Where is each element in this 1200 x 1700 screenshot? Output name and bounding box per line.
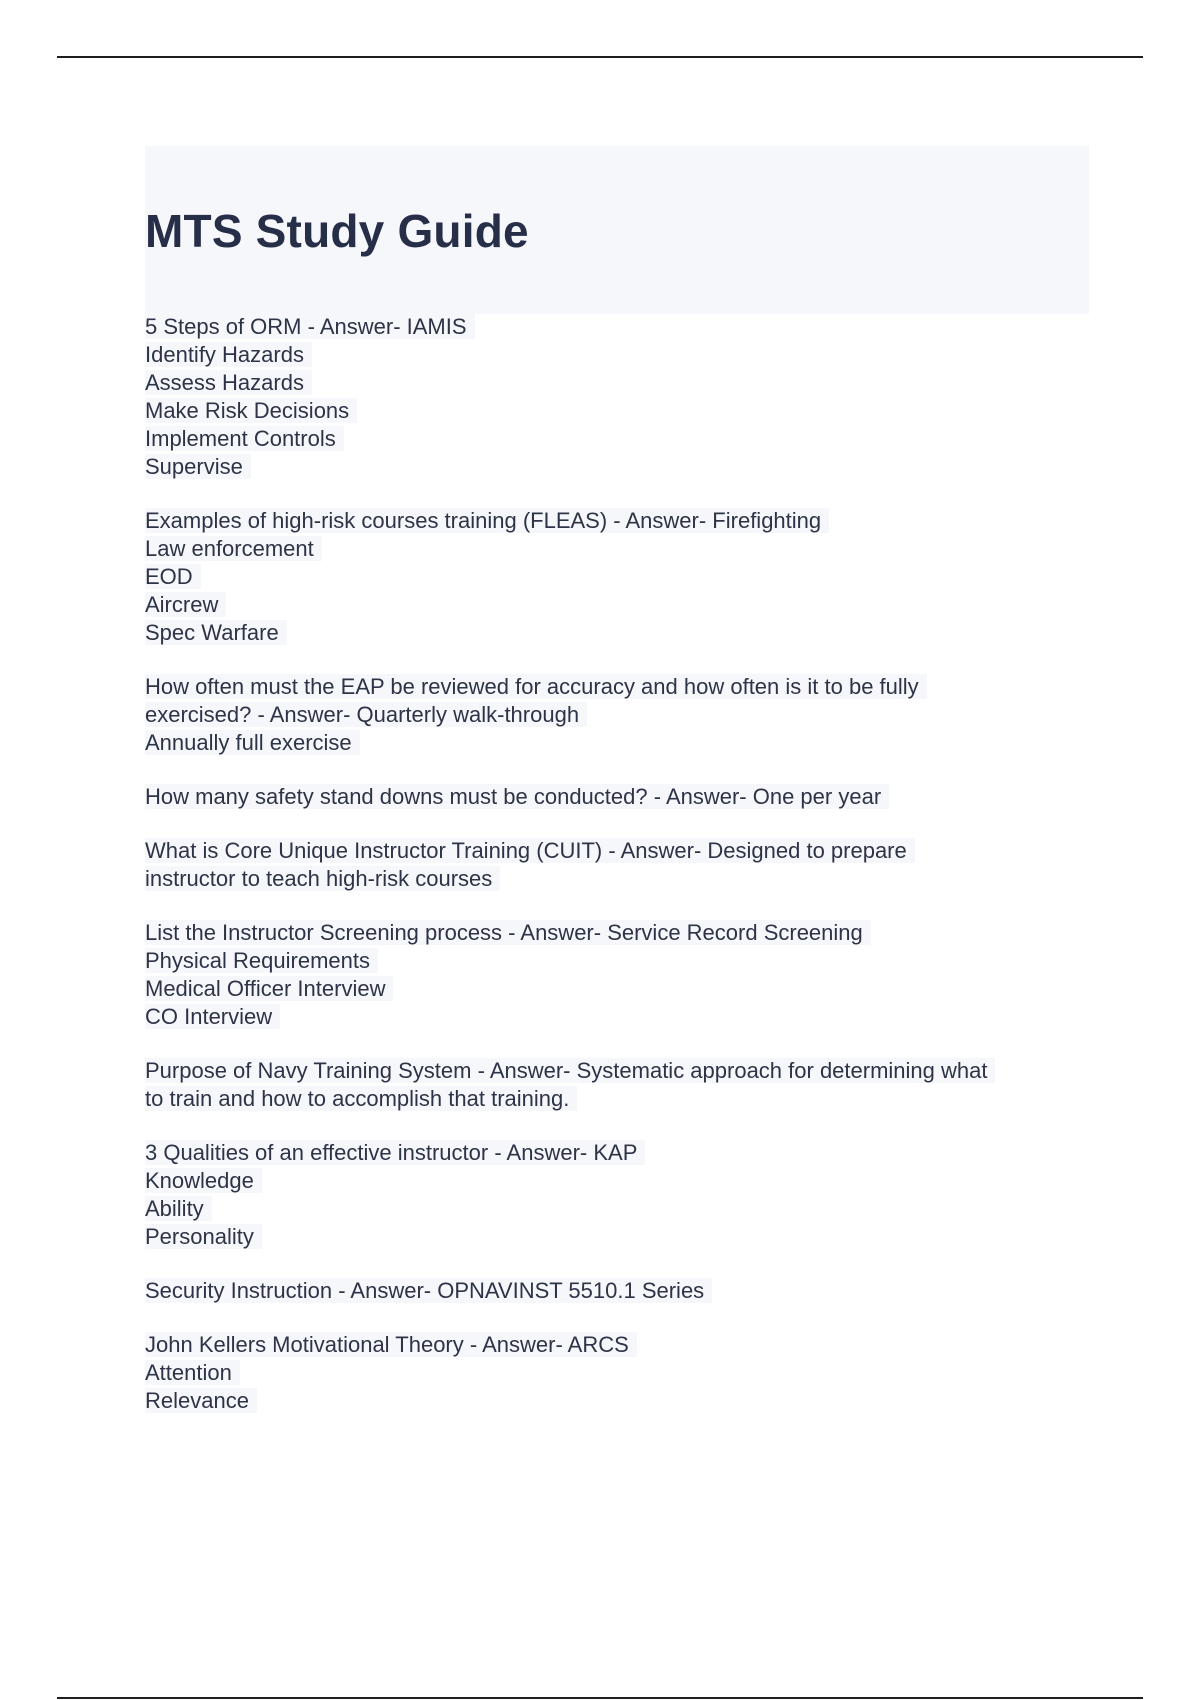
qa-line: CO Interview [145, 1003, 1089, 1031]
qa-line: Knowledge [145, 1167, 1089, 1195]
qa-line: Law enforcement [145, 535, 1089, 563]
qa-item [145, 673, 1089, 757]
qa-list [145, 313, 1089, 1441]
qa-line: Personality [145, 1223, 1089, 1251]
qa-line: Purpose of Navy Training System - Answer- Systematic approach for determining what [145, 1057, 1089, 1085]
qa-line: What is Core Unique Instructor Training (CUIT) - Answer- Designed to prepare [145, 837, 1089, 865]
qa-line: How often must the EAP be reviewed for accuracy and how often is it to be fully [145, 673, 1089, 701]
qa-line: Security Instruction - Answer- OPNAVINST 5510.1 Series [145, 1277, 1089, 1305]
qa-line: Examples of high-risk courses training (FLEAS) - Answer- Firefighting [145, 507, 1089, 535]
qa-line: John Kellers Motivational Theory - Answer- ARCS [145, 1331, 1089, 1359]
bottom-rule [57, 1697, 1143, 1699]
qa-item [145, 313, 1089, 481]
qa-item [145, 919, 1089, 1031]
qa-line: Relevance [145, 1387, 1089, 1415]
qa-line: Spec Warfare [145, 619, 1089, 647]
qa-line: Make Risk Decisions [145, 397, 1089, 425]
qa-line: Medical Officer Interview [145, 975, 1089, 1003]
qa-line: EOD [145, 563, 1089, 591]
qa-line: Assess Hazards [145, 369, 1089, 397]
qa-line: exercised? - Answer- Quarterly walk-through [145, 701, 1089, 729]
qa-item [145, 783, 1089, 811]
qa-item [145, 1277, 1089, 1305]
qa-line: How many safety stand downs must be conducted? - Answer- One per year [145, 783, 1089, 811]
qa-item [145, 1057, 1089, 1113]
qa-line: Annually full exercise [145, 729, 1089, 757]
qa-line: Ability [145, 1195, 1089, 1223]
qa-line: List the Instructor Screening process - Answer- Service Record Screening [145, 919, 1089, 947]
qa-line: Supervise [145, 453, 1089, 481]
qa-line: Attention [145, 1359, 1089, 1387]
page-title: MTS Study Guide [145, 205, 529, 257]
qa-line: Aircrew [145, 591, 1089, 619]
qa-line: Implement Controls [145, 425, 1089, 453]
qa-item [145, 1139, 1089, 1251]
qa-line: to train and how to accomplish that training. [145, 1085, 1089, 1113]
qa-item [145, 507, 1089, 647]
qa-line: 5 Steps of ORM - Answer- IAMIS [145, 313, 1089, 341]
top-rule [57, 56, 1143, 58]
qa-line: instructor to teach high-risk courses [145, 865, 1089, 893]
qa-line: Physical Requirements [145, 947, 1089, 975]
title-band [145, 146, 1089, 314]
qa-item [145, 1331, 1089, 1415]
qa-line: Identify Hazards [145, 341, 1089, 369]
qa-item [145, 837, 1089, 893]
qa-line: 3 Qualities of an effective instructor - Answer- KAP [145, 1139, 1089, 1167]
